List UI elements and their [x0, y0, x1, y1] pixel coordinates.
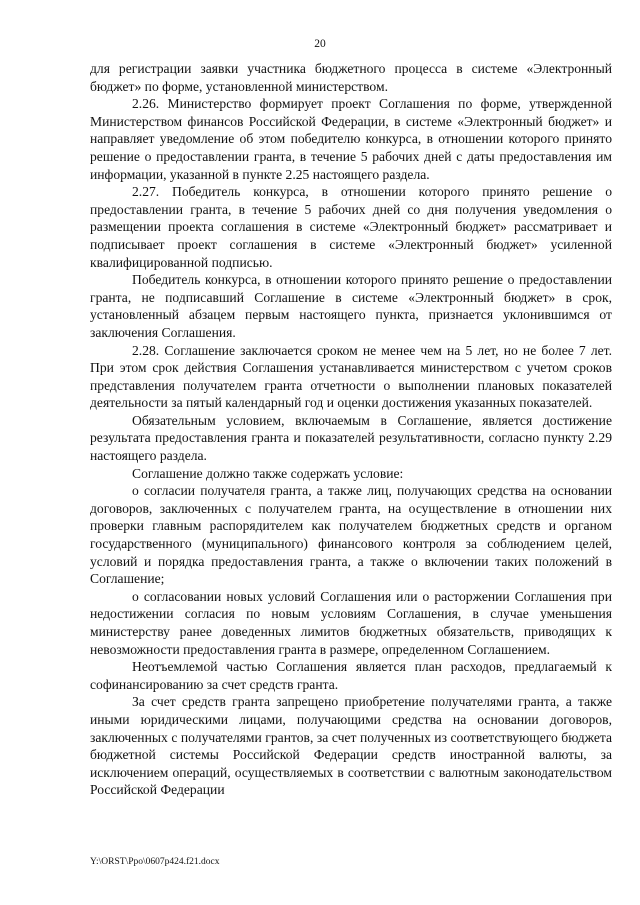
page-number: 20 [314, 38, 326, 50]
footer-file-path: Y:\ORST\Ppo\0607p424.f21.docx [90, 857, 220, 867]
paragraph: 2.27. Победитель конкурса, в отношении которого принято решение о предоставлении гранта, в течение 5 рабочих дней со дня получения уведомления о размещении проекта соглашения в системе «Электронный бюджет» рассматривает и подписывает проект соглашения в системе «Электронный бюджет» усиленной квалифицированной подписью. [90, 184, 612, 270]
paragraph: Неотъемлемой частью Соглашения является план расходов, предлагаемый к софинансированию за счет средств гранта. [90, 659, 612, 692]
paragraph: 2.26. Министерство формирует проект Соглашения по форме, утвержденной Министерством финансов Российской Федерации, в системе «Электронный бюджет» и направляет уведомление об этом победителю конкурса, в отношении которого принято решение о предоставлении гранта, в течение 5 рабочих дней с даты предоставления им информации, указанной в пункте 2.25 настоящего раздела. [90, 96, 612, 182]
paragraph: Победитель конкурса, в отношении которого принято решение о предоставлении гранта, не подписавший Соглашение в системе «Электронный бюджет» в срок, установленный абзацем первым настоящего пункта, признается уклонившимся от заключения Соглашения. [90, 272, 612, 340]
paragraph: Обязательным условием, включаемым в Соглашение, является достижение результата предоставления гранта и показателей результативности, согласно пункту 2.29 настоящего раздела. [90, 412, 612, 464]
paragraph: о согласии получателя гранта, а также лиц, получающих средства на основании договоров, заключенных с получателем гранта, на осуществление в отношении них проверки главным распорядителем как получателем бюджетных средств и органом государственного (муниципального) финансового контроля за соблюдением целей, условий и порядка предоставления гранта, а также о включении таких положений в Соглашение; [90, 483, 612, 587]
paragraph: Соглашение должно также содержать условие: [132, 465, 404, 481]
paragraph: 2.28. Соглашение заключается сроком не менее чем на 5 лет, но не более 7 лет. При этом срок действия Соглашения устанавливается министерством с учетом сроков представления получателем гранта отчетности о выполнении плановых показателей деятельности за пятый календарный год и оценки достижения указанных показателей. [90, 342, 612, 411]
paragraph: За счет средств гранта запрещено приобретение получателями гранта, а также иными юридическими лицами, получающими средства на основании договоров, заключенных с получателями грантов, за счет полученных из соответствующего бюджета бюджетной системы Российской Федерации средств иностранной валюты, за исключением операций, осуществляемых в соответствии с валютным законодательством Российской Федерации [90, 694, 612, 798]
document-body [90, 60, 612, 799]
paragraph: для регистрации заявки участника бюджетного процесса в системе «Электронный бюджет» по форме, установленной министерством. [90, 61, 612, 94]
paragraph: о согласовании новых условий Соглашения или о расторжении Соглашения при недостижении согласия по новым условиям Соглашения, в случае уменьшения министерству ранее доведенных лимитов бюджетных обязательств, приводящих к невозможности предоставления гранта в размере, определенном Соглашением. [90, 588, 612, 657]
